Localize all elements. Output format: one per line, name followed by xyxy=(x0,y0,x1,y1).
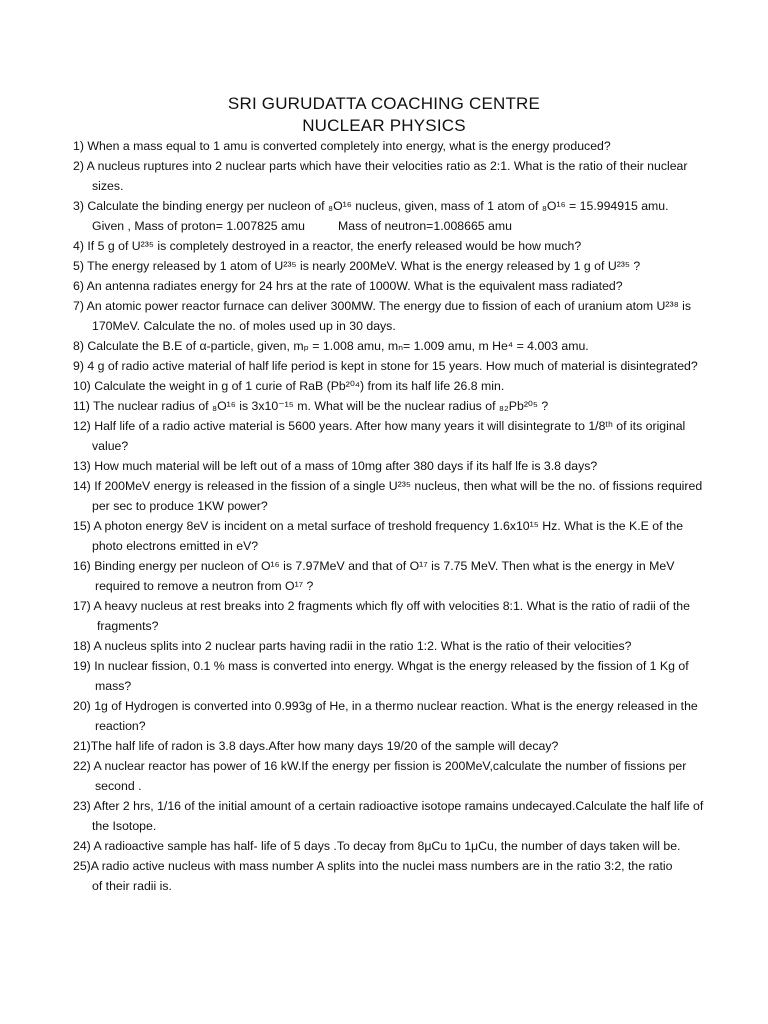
document-subtitle: NUCLEAR PHYSICS xyxy=(302,116,466,135)
document-title: SRI GURUDATTA COACHING CENTRE xyxy=(227,94,541,113)
document-page: SRI GURUDATTA COACHING CENTRE NUCLEAR PHYSICS 1) When a mass equal to 1 amu is converted completely into energy, what is the energy produced? 2) A nucleus ruptures into 2 nuclear parts which have their velocities ratio as 2:1. What is the ratio of their nuclear sizes. 3) Calculate the binding energy per nucleon of ₈O¹⁶ nucleus, given, mass of 1 atom of ₈O¹⁶ = 15.994915 amu. Given , Mass of proton= 1.007825 amu Mass of neutron=1.008665 amu 4) If 5 g of U²³⁵ is completely destroyed in a reactor, the enerfy released would be how much? 5) The energy released by 1 atom of U²³⁵ is nearly 200MeV. What is the energy released by 1 g of U²³⁵ ? 6) An antenna radiates energy for 24 hrs at the rate of 1000W. What is the equivalent mass radiated? 7) An atomic power reactor furnace can deliver 300MW. The energy due to fission of each of uranium atom U²³⁸ is 170MeV. Calculate the no. of moles used up in 30 days. 8) Calculate the B.E of α-particle, given, mₚ = 1.008 amu, mₙ= 1.009 amu, m He⁴ = 4.003 amu. 9) 4 g of radio active material of half life period is kept in stone for 15 years. How much of material is disintegrated? 10) Calculate the weight in g of 1 curie of RaB (Pb²⁰⁴) from its half life 26.8 min. 11) The nuclear radius of ₈O¹⁶ is 3x10⁻¹⁵ m. What will be the nuclear radius of ₈₂Pb²⁰⁵ ? 12) Half life of a radio active material is 5600 years. After how many years it will disintegrate to 1/8ᵗʰ of its original value? 13) How much material will be left out of a mass of 10mg after 380 days if its half lfe is 3.8 days? 14) If 200MeV energy is released in the fission of a single U²³⁵ nucleus, then what will be the no. of fissions required per sec to produce 1KW power? 15) A photon energy 8eV is incident on a metal surface of treshold frequency 1.6x10¹⁵ Hz. What is the K.E of the photo electrons emitted in eV? 16) Binding energy per nucleon of O¹⁶ is 7.97MeV and that of O¹⁷ is 7.75 MeV. Then what is the energy in MeV required to remove a neutron from O¹⁷ ? 17) A heavy nucleus at rest breaks into 2 fragments which fly off with velocities 8:1. What is the ratio of radii of the fragments? 18) A nucleus splits into 2 nuclear parts having radii in the ratio 1:2. What is the ratio of their velocities? 19) In nuclear fission, 0.1 % mass is converted into energy. Whgat is the energy released by the fission of 1 Kg of mass? 20) 1g of Hydrogen is converted into 0.993g of He, in a thermo nuclear reaction. What is the energy released in the reaction? 21)The half life of radon is 3.8 days.After how many days 19/20 of the sample will decay? 22) A nuclear reactor has power of 16 kW.If the energy per fission is 200MeV,calculate the number of fissions per second . 23) After 2 hrs, 1/16 of the initial amount of a certain radioactive isotope ramains undecayed.Calculate the half life of the Isotope. 24) A radioactive sample has half- life of 5 days .To decay from 8μCu to 1μCu, the number of days taken will be. 25)A radio active nucleus with mass number A splits into the nuclei mass numbers are in the ratio 3:2, the ratio of their radii is. xyxy=(0,0,768,1024)
